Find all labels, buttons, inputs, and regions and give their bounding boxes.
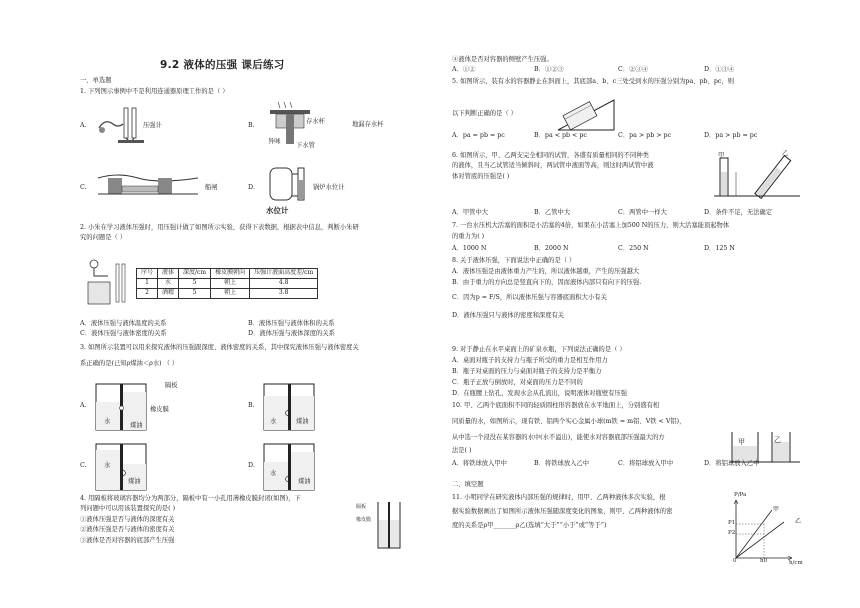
q10-stem-line1: 10. 甲、乙两个底面积不同的轻质圆柱形容器放在水平地面上，分别盛有相 [452,402,660,409]
graph-p2-label: P2 [728,530,736,536]
q8-stem: 8. 关于液体压强，下面说法中正确的是（ ） [452,257,576,264]
q4-statement-2: ②液体压强是否与液体的密度有关 [80,526,175,533]
q3-a-water: 水 [104,418,111,425]
q4-statement-4: ④液体是否对容器的侧壁产生压强。 [452,56,553,63]
section-heading-single-choice: 一、单选题 [80,77,112,84]
table-cell: 5 [179,289,211,299]
table-cell: 2 [137,289,158,299]
q9-option-c[interactable]: C．瓶子正放与倒放时，对桌面的压力是不同的 [452,379,583,386]
q11-stem-line1: 11. 小明同学在研究液体内部压强的规律时，用甲、乙两种液体多次实验，根 [452,494,666,501]
q10-option-a[interactable]: A．将铁球放入甲中 [452,460,507,467]
q1-option-b[interactable]: B. [248,122,255,129]
q3-a-kerosene: 煤油 [130,422,143,429]
q2-stem-line2: 究的问题是（ ） [80,234,127,241]
table-cell: 朝上 [211,289,250,299]
q3-d-water: 水 [270,470,277,477]
graph-x-label: h/cm [789,560,803,566]
q8-option-c[interactable]: C．因为p = F/S，所以液体压强与容器底面积大小有关 [452,294,607,301]
q6-stem-line2: 的液体，且当乙试管适当倾斜时，两试管中液面等高，则这时两试管中液 [452,162,654,169]
q11-stem-line3: 度的关系是ρ甲_______ρ乙(选填“大于”“小于”或“等于”) [452,522,607,529]
q4-stem-line1: 4. 用隔板将玻璃容器均分为两部分，隔板中有一小孔用薄橡皮膜封闭(如图)，下 [80,495,301,502]
graph-p1-label: P1 [728,520,736,526]
q6-stem-line1: 6. 如图所示，甲、乙两支完全相同的试管，各盛有质量相同的不同种类 [452,152,649,159]
graph-line-yi-label: 乙 [795,518,802,525]
q9-option-d[interactable]: D．在瓶腰上钻孔，发现水会从孔流出，说明液体对瓶壁有压强 [452,390,628,397]
q1-c-label: 船闸 [205,184,218,191]
q4-label-partition: 隔板 [356,504,367,510]
q10-option-b[interactable]: B．将铁球放入乙中 [534,460,590,467]
q3-b-kerosene: 煤油 [296,418,309,425]
q8-option-b[interactable]: B．由于重力的方向总是竖直向下的，因而液体内部只有向下的压强. [452,279,642,286]
q5-option-b[interactable]: B．pa < pb < pc [534,132,587,139]
q10-stem-line3: 从中选一个浸没在某容器的水中(水不溢出)，能使水对容器底部压强最大的方 [452,434,665,441]
q10-label-jia: 甲 [738,438,745,446]
section-heading-fill-blank: 二、填空题 [452,481,484,488]
q3-b-water: 水 [270,418,277,425]
q3-container-d-figure [264,440,324,492]
graph-h0-label: h0 [760,558,768,564]
q1-b-label-pipe: 下水管 [296,142,315,149]
q5-option-c[interactable]: C．pa > pb > pc [618,132,672,139]
q3-option-d[interactable]: D. [248,462,255,469]
table-cell: 3.8 [250,289,318,299]
graph-line-jia-label: 甲 [773,506,780,513]
q2-option-a[interactable]: A．液体压强与液体温度的关系 [80,320,167,327]
q3-c-water: 水 [104,462,111,469]
q10-stem-line4: 法是( ) [452,447,472,454]
q6-option-c[interactable]: C．两管中一样大 [618,209,667,216]
q7-stem-line2: 的重力为( ) [452,233,485,240]
table-cell: 朝上 [211,279,250,289]
q3-option-b[interactable]: B. [248,402,255,409]
q3-option-a[interactable]: A. [80,402,87,409]
q3-stem-line2: 系正确的是(已知ρ煤油＜ρ水) （ ） [80,360,179,367]
q2-data-table [136,268,318,299]
q7-option-c[interactable]: C．250 N [618,245,649,252]
q1-option-c[interactable]: C. [80,184,87,191]
q5-stem-line2: 以下判断正确的是（ ） [452,110,517,117]
q9-option-b[interactable]: B．瓶子对桌面的压力与桌面对瓶子的支持力是平衡力 [452,368,602,375]
table-cell: 水 [158,279,179,289]
q6-label-yi: 乙 [782,150,789,157]
q4-option-c[interactable]: C．②③④ [618,66,649,73]
q6-option-b[interactable]: B．乙管中大 [534,209,571,216]
partition-container-figure [376,500,406,552]
q2-option-c[interactable]: C．液体压强与液体密度的关系 [80,330,167,337]
table-header: 橡皮膜朝向 [211,269,250,279]
q4-statement-1: ①液体压强是否与液体的深度有关 [80,516,175,523]
pressure-gauge-experiment-figure [86,258,132,308]
q10-option-c[interactable]: C．将铝球放入甲中 [618,460,674,467]
q11-stem-line2: 据实验数据画出了如图所示液体压强随深度变化的图象，则甲、乙两种液体的密 [452,508,673,515]
q7-stem-line1: 7. 一台水压机大活塞的面积是小活塞的4倍，如果在小活塞上加500 N的压力，则大活塞能顶起物体 [452,222,730,229]
q3-d-kerosene: 煤油 [298,478,311,485]
q6-label-jia: 甲 [718,152,725,159]
q1-a-label: 压强计 [143,122,162,129]
table-row [137,289,318,299]
graph-y-label: P/Pa [734,492,747,498]
q6-stem-line3: 体对管底的压强是( ) [452,173,510,180]
q6-option-d[interactable]: D．条件不足，无法确定 [704,209,773,216]
q4-statement-3: ③液体是否对容器的底部产生压强 [80,537,175,544]
q2-option-b[interactable]: B．液体压强与液体体积的关系 [248,320,335,327]
q10-stem-line2: 同质量的水，如图所示，现有铁、铝两个实心金属小球(m铁 = m铝、V铁 < V铝)， [452,418,686,425]
q1-d-label: 锅炉水位计 [313,184,345,191]
q4-option-b[interactable]: B．①②③ [534,66,564,73]
q2-option-d[interactable]: D．液体压强与液体深度的关系 [248,330,335,337]
q3-option-c[interactable]: C. [80,462,87,469]
q7-option-b[interactable]: B．2000 N [534,245,569,252]
page-title: 9.2 液体的压强 课后练习 [160,59,285,71]
tilted-tubes-figure [714,152,800,200]
q2-stem-line1: 2. 小朱在学习液体压强时，用压强计做了如图所示实验，获得下表数据，根据表中信息，判断小朱研 [80,224,359,231]
q6-option-a[interactable]: A．甲管中大 [452,209,489,216]
q1-b-label-cup: 存水杯 [306,118,325,125]
ship-lock-figure [98,162,198,202]
incline-container-figure [556,94,616,134]
q9-option-a[interactable]: A．桌面对瓶子的支持力与瓶子所受的重力是相互作用力 [452,357,608,364]
q4-option-a[interactable]: A．①② [452,66,476,73]
q1-option-a[interactable]: A. [80,122,87,129]
table-cell: 5 [179,279,211,289]
q10-option-d[interactable]: D．将铝球放入乙中 [704,460,760,467]
table-cell: 酒精 [158,289,179,299]
q1-stem: 1. 下列图示事例中不是利用连通器原理工作的是（ ） [80,88,229,95]
q1-b-label-odor: 异味 [268,138,281,145]
q8-option-d[interactable]: D．液体压强只与液体的密度和深度有关 [452,312,565,319]
table-header: 序号 [137,269,158,279]
q9-stem: 9. 对于静止在水平桌面上的矿泉水瓶，下列说法正确的是（ ） [452,346,626,353]
q3-label-partition: 隔板 [165,382,178,389]
q10-label-yi: 乙 [774,436,781,444]
q4-option-d[interactable]: D．①③④ [704,66,735,73]
q5-stem-line1: 5. 如图所示，装有水的容器静止在斜面上，其底部a、b、c三处受到水的压强分别为pa、pb、pc，则 [452,78,735,85]
table-cell: 4.8 [250,279,318,289]
q3-label-membrane: 橡皮膜 [150,406,169,413]
q1-option-d[interactable]: D. [248,184,255,191]
q5-option-d[interactable]: D．pa > pb = pc [704,132,758,139]
graph-origin-label: 0 [733,558,737,564]
q7-option-a[interactable]: A．1000 N [452,245,487,252]
q5-option-a[interactable]: A．pa = pb = pc [452,132,505,139]
table-header: 压强计液面高度差/cm [250,269,318,279]
manometer-figure [96,104,146,146]
boiler-gauge-figure [268,162,318,206]
table-cell: 1 [137,279,158,289]
q4-stem-line2: 列问题中可以用该装置探究的是( ) [80,505,176,512]
q3-stem-line1: 3. 如图所示装置可以用来探究液体的压强跟深度、液体密度的关系，其中探究液体压强与液体密度关 [80,344,359,351]
table-row [137,279,318,289]
q4-label-membrane: 橡皮膜 [356,517,372,523]
q7-option-d[interactable]: D．125 N [704,245,735,252]
table-header: 深度/cm [179,269,211,279]
table-header: 液体 [158,269,179,279]
q1-b-label-drain: 地漏存水杯 [352,121,384,128]
q3-c-kerosene: 煤油 [128,478,141,485]
q8-option-a[interactable]: A．液体压强是由液体重力产生的，所以液体越重，产生的压强越大 [452,268,640,275]
q1-d-caption: 水位计 [266,206,289,215]
